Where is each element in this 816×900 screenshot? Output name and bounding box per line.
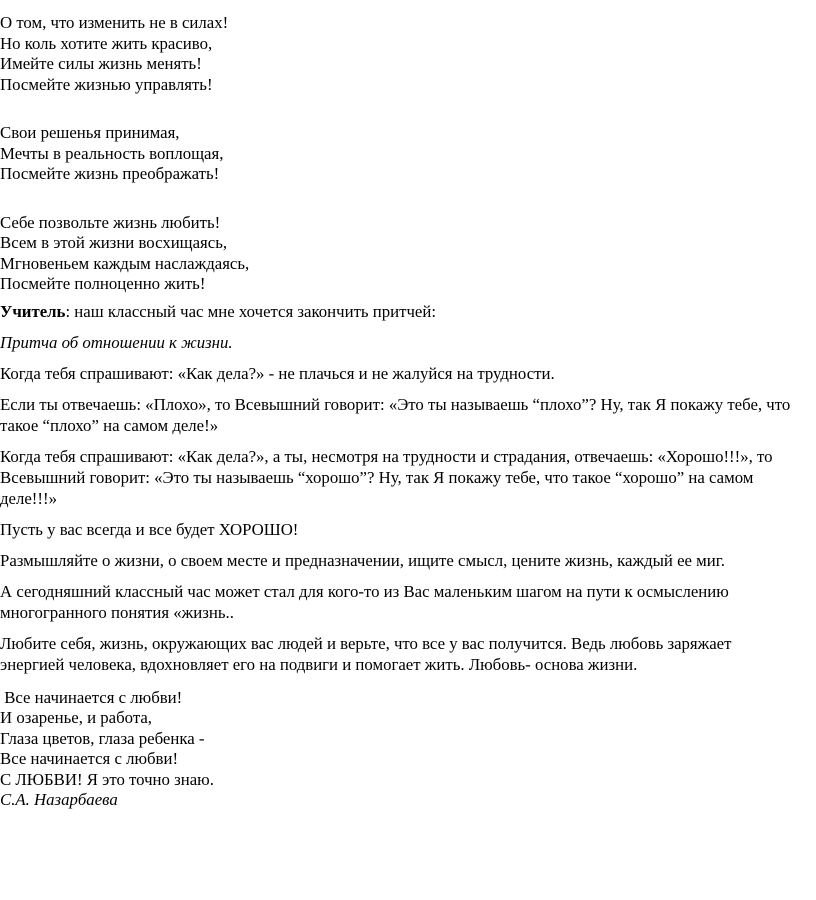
paragraph-1: Когда тебя спрашивают: «Как дела?» - не плачься и не жалуйся на трудности. [0,363,555,383]
poem-line: С ЛЮБВИ! Я это точно знаю. [0,769,214,789]
paragraph-4: Пусть у вас всегда и все будет ХОРОШО! [0,519,299,539]
poem-stanza-2 [0,123,816,185]
teacher-text: : наш классный час мне хочется закончить притчей: [65,301,436,321]
poem-stanza-3 [0,213,816,295]
poem-line: Себе позвольте жизнь любить! [0,212,221,232]
poem-line: О том, что изменить не в силах! [0,13,229,32]
paragraph-6: А сегодняшний классный час может стал для кого-то из Вас маленьким шагом на пути к осмыслению многогранного понятия «жизнь.. [0,581,729,622]
paragraph-3: Когда тебя спрашивают: «Как дела?», а ты, несмотря на трудности и страдания, отвечаешь: «Хорошо!!!», то Всевышний говорит: «Это ты называешь “хорошо”? Ну, так Я покажу тебе, что такое “хорошо” на самом деле!!!» [0,446,773,508]
paragraph-2: Если ты отвечаешь: «Плохо», то Всевышний говорит: «Это ты называешь “плохо”? Ну, так Я покажу тебе, что такое “плохо” на самом деле!» [0,394,791,435]
poem-stanza-1 [0,13,816,95]
poem-line: И озаренье, и работа, [0,708,152,727]
poem-line: Глаза цветов, глаза ребенка - [0,728,205,748]
poem-line: Всем в этой жизни восхищаясь, [0,233,228,252]
document-body [0,13,816,811]
poem-line: Все начинается с любви! [0,749,179,768]
poem-line: Посмейте полноценно жить! [0,274,206,293]
final-poem [0,688,816,811]
teacher-paragraph [0,301,816,322]
poem-line: Свои решенья принимая, [0,123,180,142]
paragraph-5: Размышляйте о жизни, о своем месте и предназначении, ищите смысл, цените жизнь, каждый ее миг. [0,550,725,570]
teacher-label: Учитель [0,301,66,321]
poem-line: Мгновеньем каждым наслаждаясь, [0,253,250,273]
parable-title: Притча об отношении к жизни. [0,332,233,352]
poem-line: Посмейте жизнь преображать! [0,164,220,183]
poem-author: С.А. Назарбаева [0,790,118,809]
paragraph-7: Любите себя, жизнь, окружающих вас людей и верьте, что все у вас получится. Ведь любовь заряжает энергией человека, вдохновляет его на подвиги и помогает жить. Любовь- основа жизни. [0,633,732,674]
poem-line: Имейте силы жизнь менять! [0,54,202,73]
poem-line: Все начинается с любви! [0,687,183,707]
poem-line: Мечты в реальность воплощая, [0,143,224,163]
poem-line: Посмейте жизнью управлять! [0,74,213,94]
poem-line: Но коль хотите жить красиво, [0,33,213,53]
